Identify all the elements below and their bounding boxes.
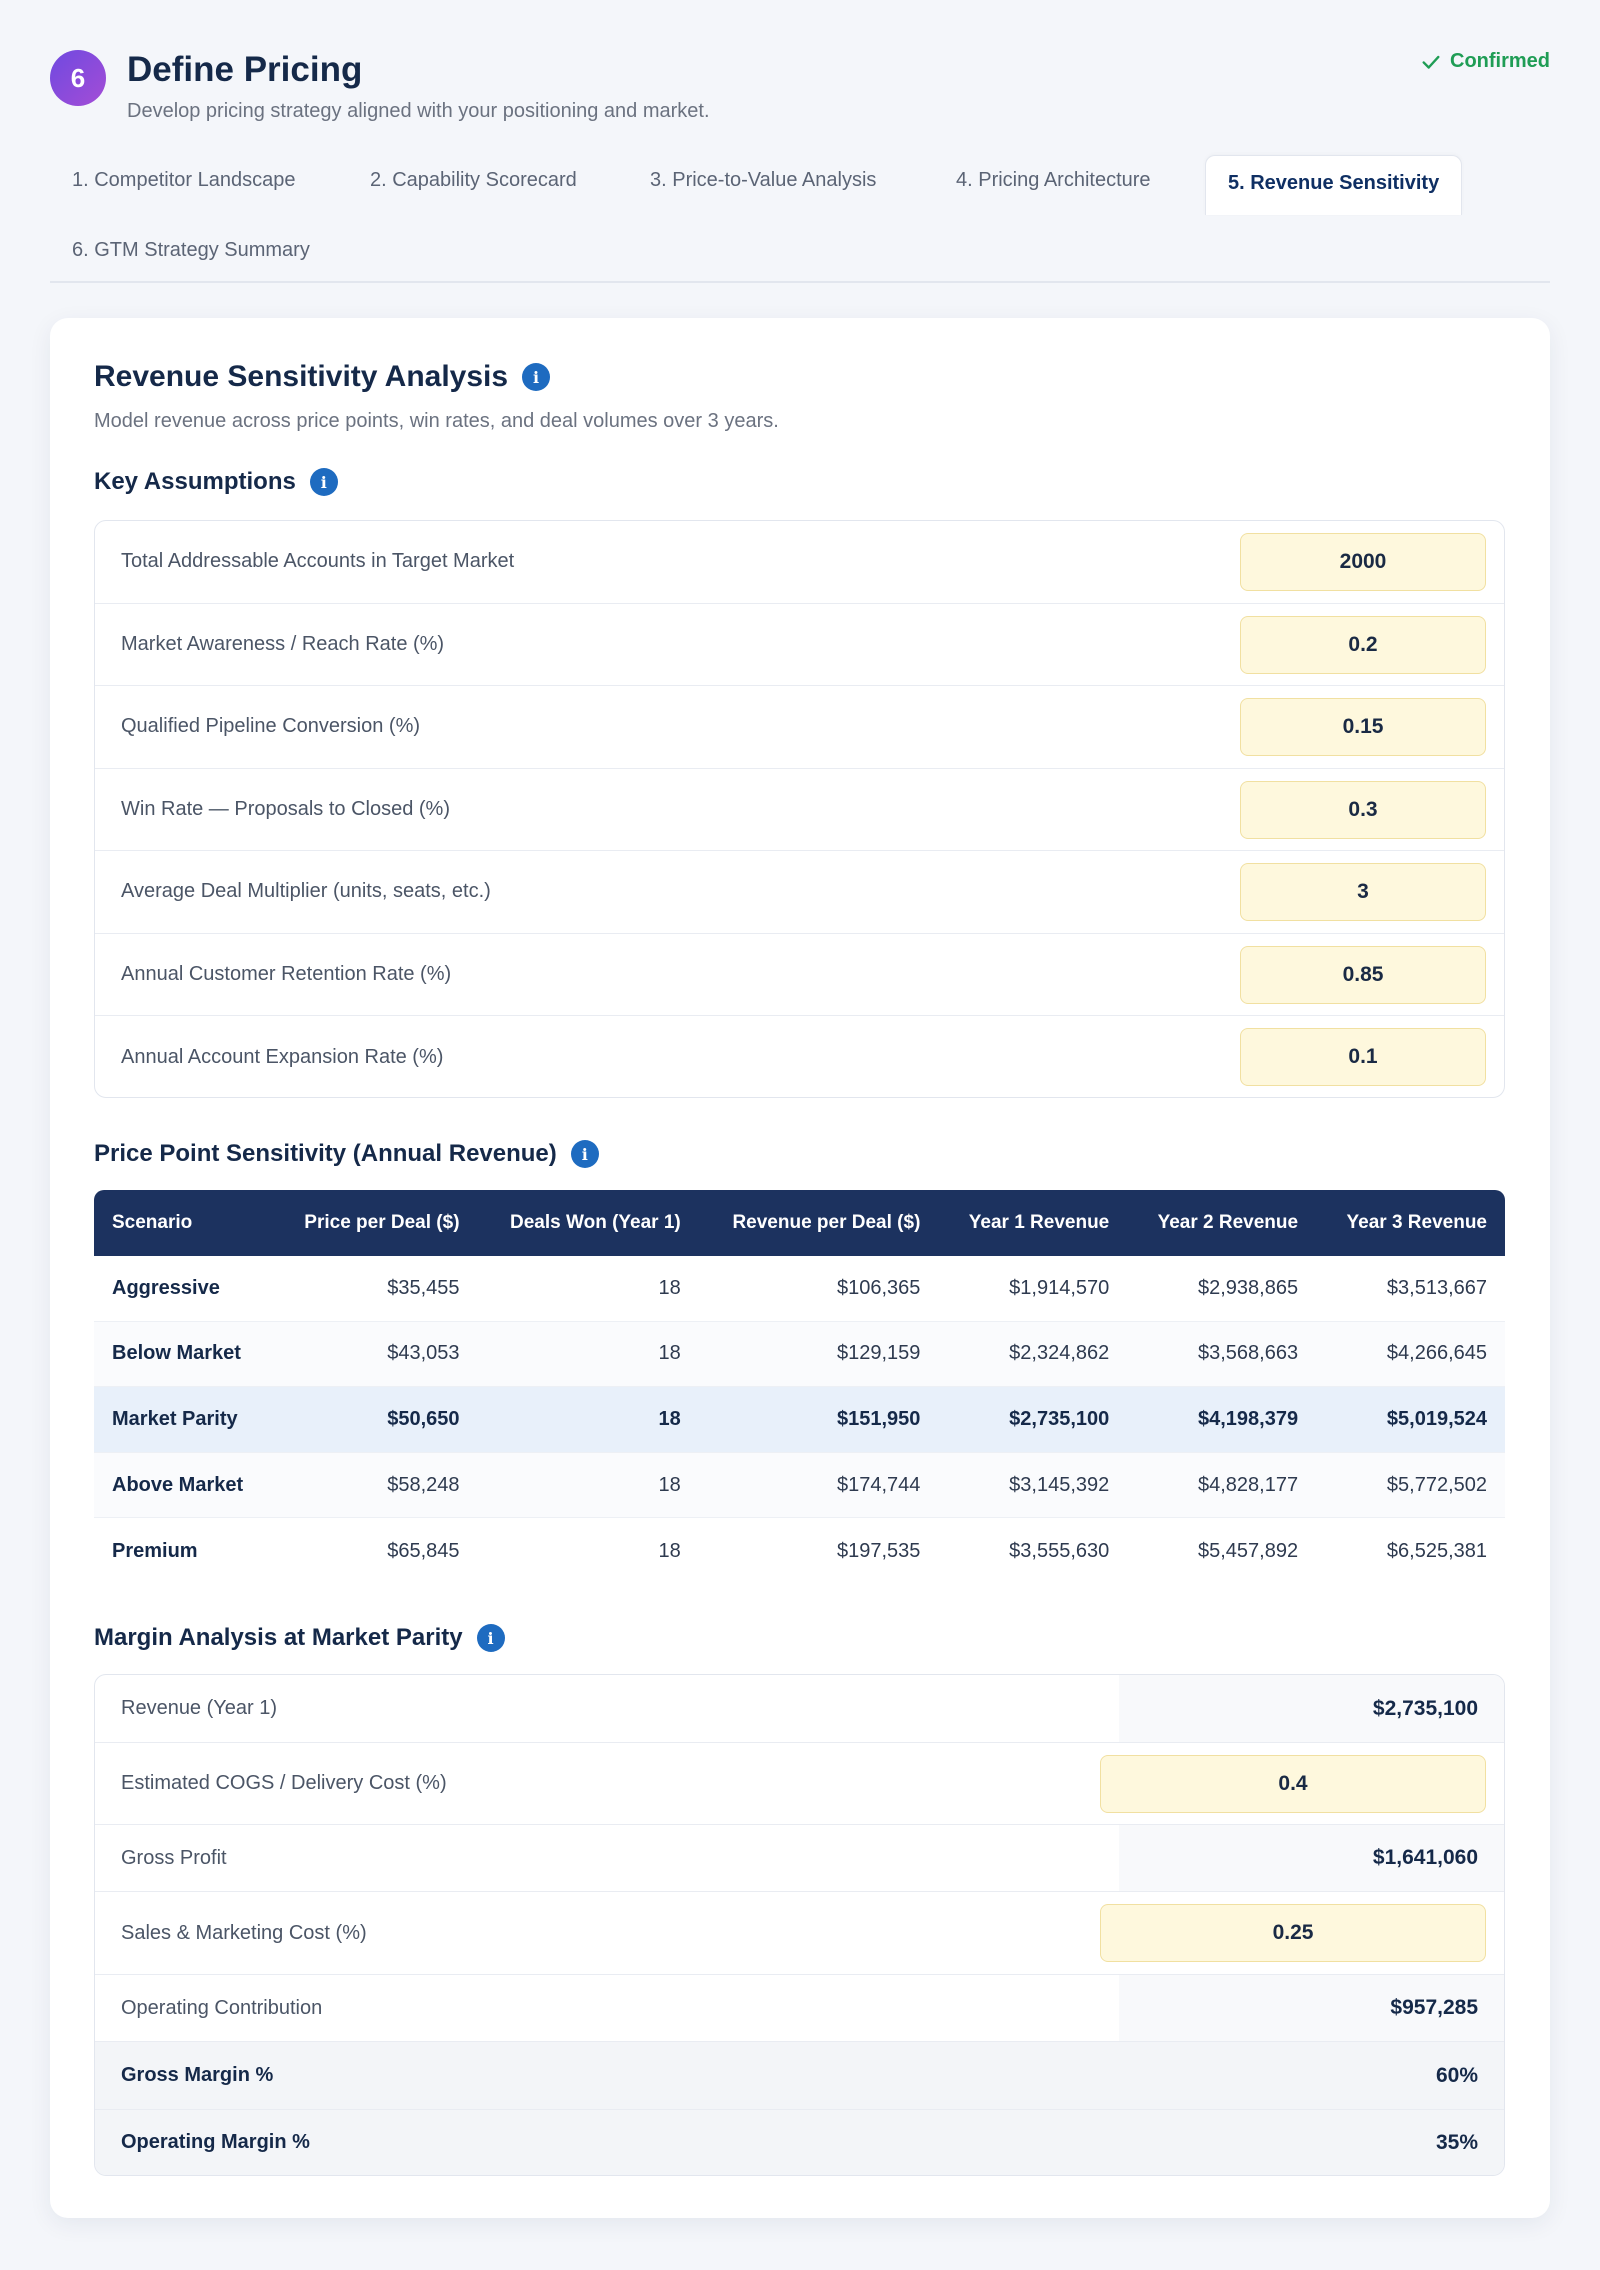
column-header: Scenario [94,1190,273,1256]
check-icon [1420,51,1442,73]
rev-per-deal-cell: $197,535 [836,1539,921,1562]
price-cell: $50,650 [273,1387,478,1453]
price-cell: $65,845 [387,1539,460,1562]
margin-row [95,1975,1504,2042]
sales-marketing-label: Sales & Marketing Cost (%) [121,1921,367,1944]
card-title-text: Revenue Sensitivity Analysis [94,360,509,393]
year3-cell: $6,525,381 [1386,1539,1487,1562]
year2-cell: $4,828,177 [1127,1453,1316,1519]
year3-cell: $4,266,645 [1316,1322,1505,1388]
year2-cell: $5,457,892 [1197,1539,1299,1562]
market-awareness-input[interactable] [1240,616,1486,674]
rev-per-deal-cell: $106,365 [699,1256,939,1322]
year3-cell: $5,772,502 [1316,1453,1505,1519]
tab-capability-scorecard[interactable]: 2. Capability Scorecard [370,169,577,191]
column-header: Year 2 Revenue [1127,1190,1316,1256]
revenue-value: $2,735,100 [1372,1696,1478,1720]
scenario-cell: Below Market [94,1322,273,1388]
tab-gtm-strategy-summary[interactable]: 6. GTM Strategy Summary [72,239,310,261]
table-row-highlighted [94,1387,1505,1453]
column-header: Revenue per Deal ($) [699,1190,939,1256]
total-addressable-accounts-input[interactable] [1240,533,1486,591]
year2-cell: $2,938,865 [1127,1256,1316,1322]
tab-competitor-landscape[interactable]: 1. Competitor Landscape [72,169,296,191]
status-text: Confirmed [1450,50,1550,72]
assumption-row [95,851,1504,934]
win-rate-input[interactable] [1240,781,1486,839]
assumption-row [95,604,1504,687]
table-row [94,1453,1505,1519]
scenario-cell: Premium [112,1539,198,1562]
column-header: Deals Won (Year 1) [478,1190,699,1256]
rev-per-deal-cell: $129,159 [699,1322,939,1388]
column-header: Year 3 Revenue [1316,1190,1505,1256]
margin-row [95,1825,1504,1892]
card-subtitle: Model revenue across price points, win rates, and deal volumes over 3 years. [94,410,779,432]
table-header-row [94,1190,1505,1256]
tab-bar [50,153,1550,283]
operating-margin-value: 35% [1435,2130,1478,2154]
assumption-label: Total Addressable Accounts in Target Market [121,550,515,573]
table-row [94,1256,1505,1322]
assumption-label: Win Rate — Proposals to Closed (%) [121,797,451,820]
year2-cell: $4,198,379 [1127,1387,1316,1453]
table-row [94,1518,1505,1584]
year2-cell: $3,568,663 [1127,1322,1316,1388]
assumption-label: Market Awareness / Reach Rate (%) [121,632,445,655]
deals-cell: 18 [478,1387,699,1453]
year1-cell: $2,735,100 [938,1387,1127,1453]
operating-contribution-value: $957,285 [1390,1996,1478,2019]
year1-cell: $1,914,570 [938,1256,1127,1322]
assumption-label: Annual Account Expansion Rate (%) [121,1045,444,1068]
margin-total-row [95,2042,1504,2110]
info-icon[interactable]: i [571,1140,599,1168]
step-badge: 6 [50,50,106,106]
assumption-row [95,1016,1504,1098]
info-icon[interactable]: i [310,468,338,496]
info-icon[interactable]: i [477,1624,505,1652]
gross-margin-value: 60% [1435,2063,1478,2087]
price-cell: $43,053 [273,1322,478,1388]
pipeline-conversion-input[interactable] [1240,698,1486,756]
gross-profit-label: Gross Profit [121,1846,227,1869]
scenario-cell: Aggressive [94,1256,273,1322]
margin-row [95,1892,1504,1975]
expansion-rate-input[interactable] [1240,1028,1486,1086]
price-table-title-text: Price Point Sensitivity (Annual Revenue) [94,1140,557,1167]
margin-title [94,1624,505,1652]
deals-cell: 18 [478,1453,699,1519]
deals-cell: 18 [658,1539,681,1562]
cogs-input[interactable] [1100,1755,1486,1813]
price-sensitivity-table [94,1190,1505,1584]
page-title: Define Pricing [127,50,363,89]
sales-marketing-input[interactable] [1100,1904,1486,1962]
margin-total-row [95,2110,1504,2175]
price-cell: $58,248 [273,1453,478,1519]
page-subtitle: Develop pricing strategy aligned with your positioning and market. [127,100,710,122]
assumptions-title-text: Key Assumptions [94,468,296,495]
assumption-label: Qualified Pipeline Conversion (%) [121,715,421,738]
deals-cell: 18 [478,1256,699,1322]
assumptions-panel [94,520,1505,1098]
cogs-label: Estimated COGS / Delivery Cost (%) [121,1772,447,1794]
assumption-row [95,686,1504,769]
tab-price-to-value[interactable]: 3. Price-to-Value Analysis [650,169,877,191]
column-header: Price per Deal ($) [273,1190,478,1256]
retention-rate-input[interactable] [1240,946,1486,1004]
gross-margin-label: Gross Margin % [121,2064,274,2086]
margin-panel [94,1674,1505,2176]
assumption-row [95,934,1504,1017]
status-badge [1420,50,1550,73]
assumption-label: Annual Customer Retention Rate (%) [121,962,452,985]
revenue-label: Revenue (Year 1) [121,1697,278,1719]
tab-pricing-architecture[interactable]: 4. Pricing Architecture [956,169,1151,191]
table-row [94,1322,1505,1388]
price-cell: $35,455 [273,1256,478,1322]
info-icon[interactable]: i [522,363,550,391]
column-header: Year 1 Revenue [938,1190,1127,1256]
card-title [94,360,550,394]
assumption-row [95,521,1504,604]
operating-margin-label: Operating Margin % [121,2131,310,2153]
deals-cell: 18 [478,1322,699,1388]
margin-title-text: Margin Analysis at Market Parity [94,1624,463,1651]
gross-profit-value: $1,641,060 [1372,1846,1478,1869]
scenario-cell: Market Parity [94,1387,273,1453]
assumption-row [95,769,1504,852]
year1-cell: $3,555,630 [1009,1539,1110,1562]
year3-cell: $5,019,524 [1316,1387,1505,1453]
price-table-title [94,1140,599,1168]
assumptions-title [94,468,338,496]
page-header [50,48,1550,128]
year3-cell: $3,513,667 [1316,1256,1505,1322]
scenario-cell: Above Market [94,1453,273,1519]
tab-revenue-sensitivity[interactable]: 5. Revenue Sensitivity [1205,155,1462,215]
year1-cell: $2,324,862 [938,1322,1127,1388]
rev-per-deal-cell: $174,744 [699,1453,939,1519]
margin-row [95,1675,1504,1743]
year1-cell: $3,145,392 [938,1453,1127,1519]
deal-multiplier-input[interactable] [1240,863,1486,921]
assumption-label: Average Deal Multiplier (units, seats, etc.) [121,880,491,903]
revenue-sensitivity-card [50,318,1550,2218]
margin-row [95,1743,1504,1825]
operating-contribution-label: Operating Contribution [121,1996,323,2019]
rev-per-deal-cell: $151,950 [699,1387,939,1453]
